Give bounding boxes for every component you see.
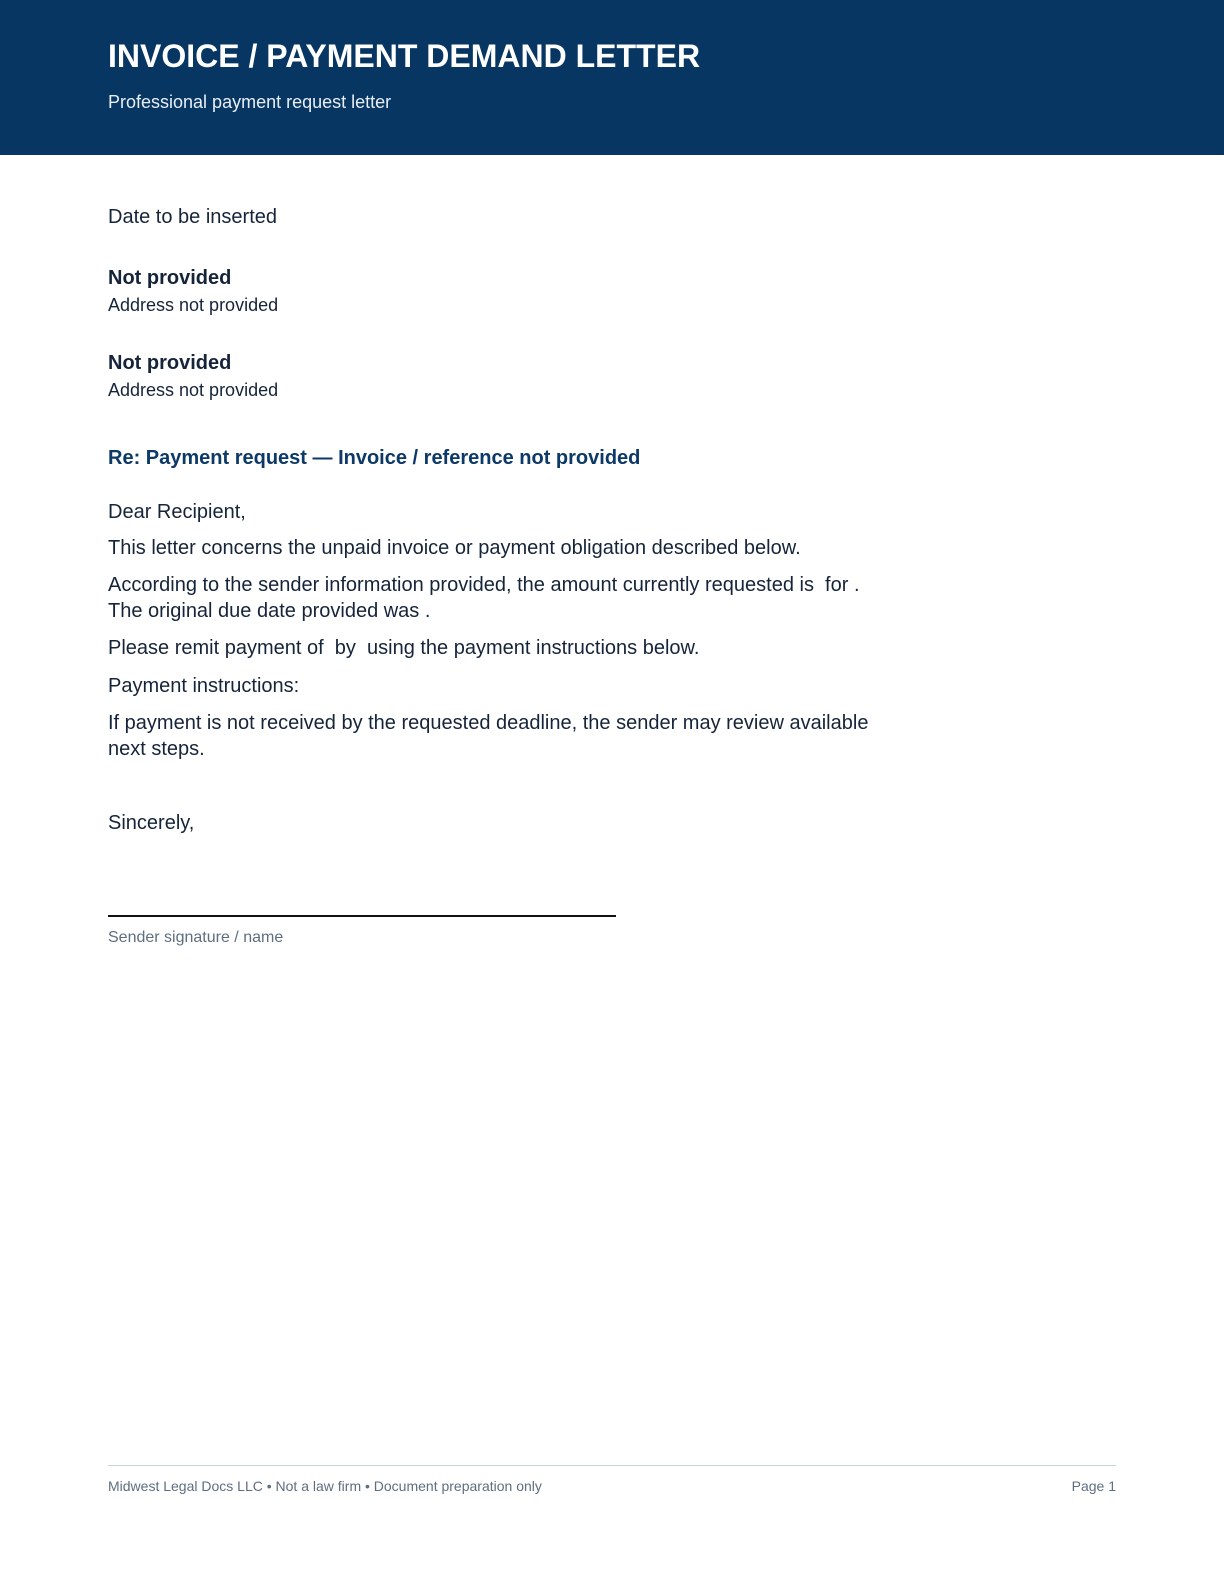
body-paragraph-3: Please remit payment of by using the payment instructions below.	[108, 637, 700, 659]
body-paragraph-5: If payment is not received by the requested deadline, the sender may review available next steps.	[108, 712, 869, 760]
signature-line	[108, 915, 616, 917]
signature-caption: Sender signature / name	[108, 929, 284, 946]
body-paragraph-2: According to the sender information provided, the amount currently requested is for . The original due date provided was .	[108, 574, 860, 622]
body-paragraph-1: This letter concerns the unpaid invoice or payment obligation described below.	[108, 537, 801, 559]
page-number: Page 1	[1071, 1478, 1116, 1494]
sender-name: Not provided	[108, 267, 232, 289]
letter-date: Date to be inserted	[108, 206, 277, 228]
sender-address: Address not provided	[108, 295, 279, 315]
header-banner	[0, 0, 1224, 155]
payment-instructions: Payment instructions:	[108, 675, 300, 697]
recipient-name: Not provided	[108, 352, 232, 374]
footer-divider	[108, 1465, 1116, 1466]
recipient-address: Address not provided	[108, 380, 279, 400]
document-subtitle: Professional payment request letter	[108, 92, 392, 112]
footer-disclaimer: Midwest Legal Docs LLC • Not a law firm • Document preparation only	[108, 1478, 542, 1494]
document-title: INVOICE / PAYMENT DEMAND LETTER	[108, 38, 701, 74]
closing: Sincerely,	[108, 812, 195, 834]
letter-subject: Re: Payment request — Invoice / reference not provided	[108, 447, 641, 469]
salutation: Dear Recipient,	[108, 501, 246, 523]
